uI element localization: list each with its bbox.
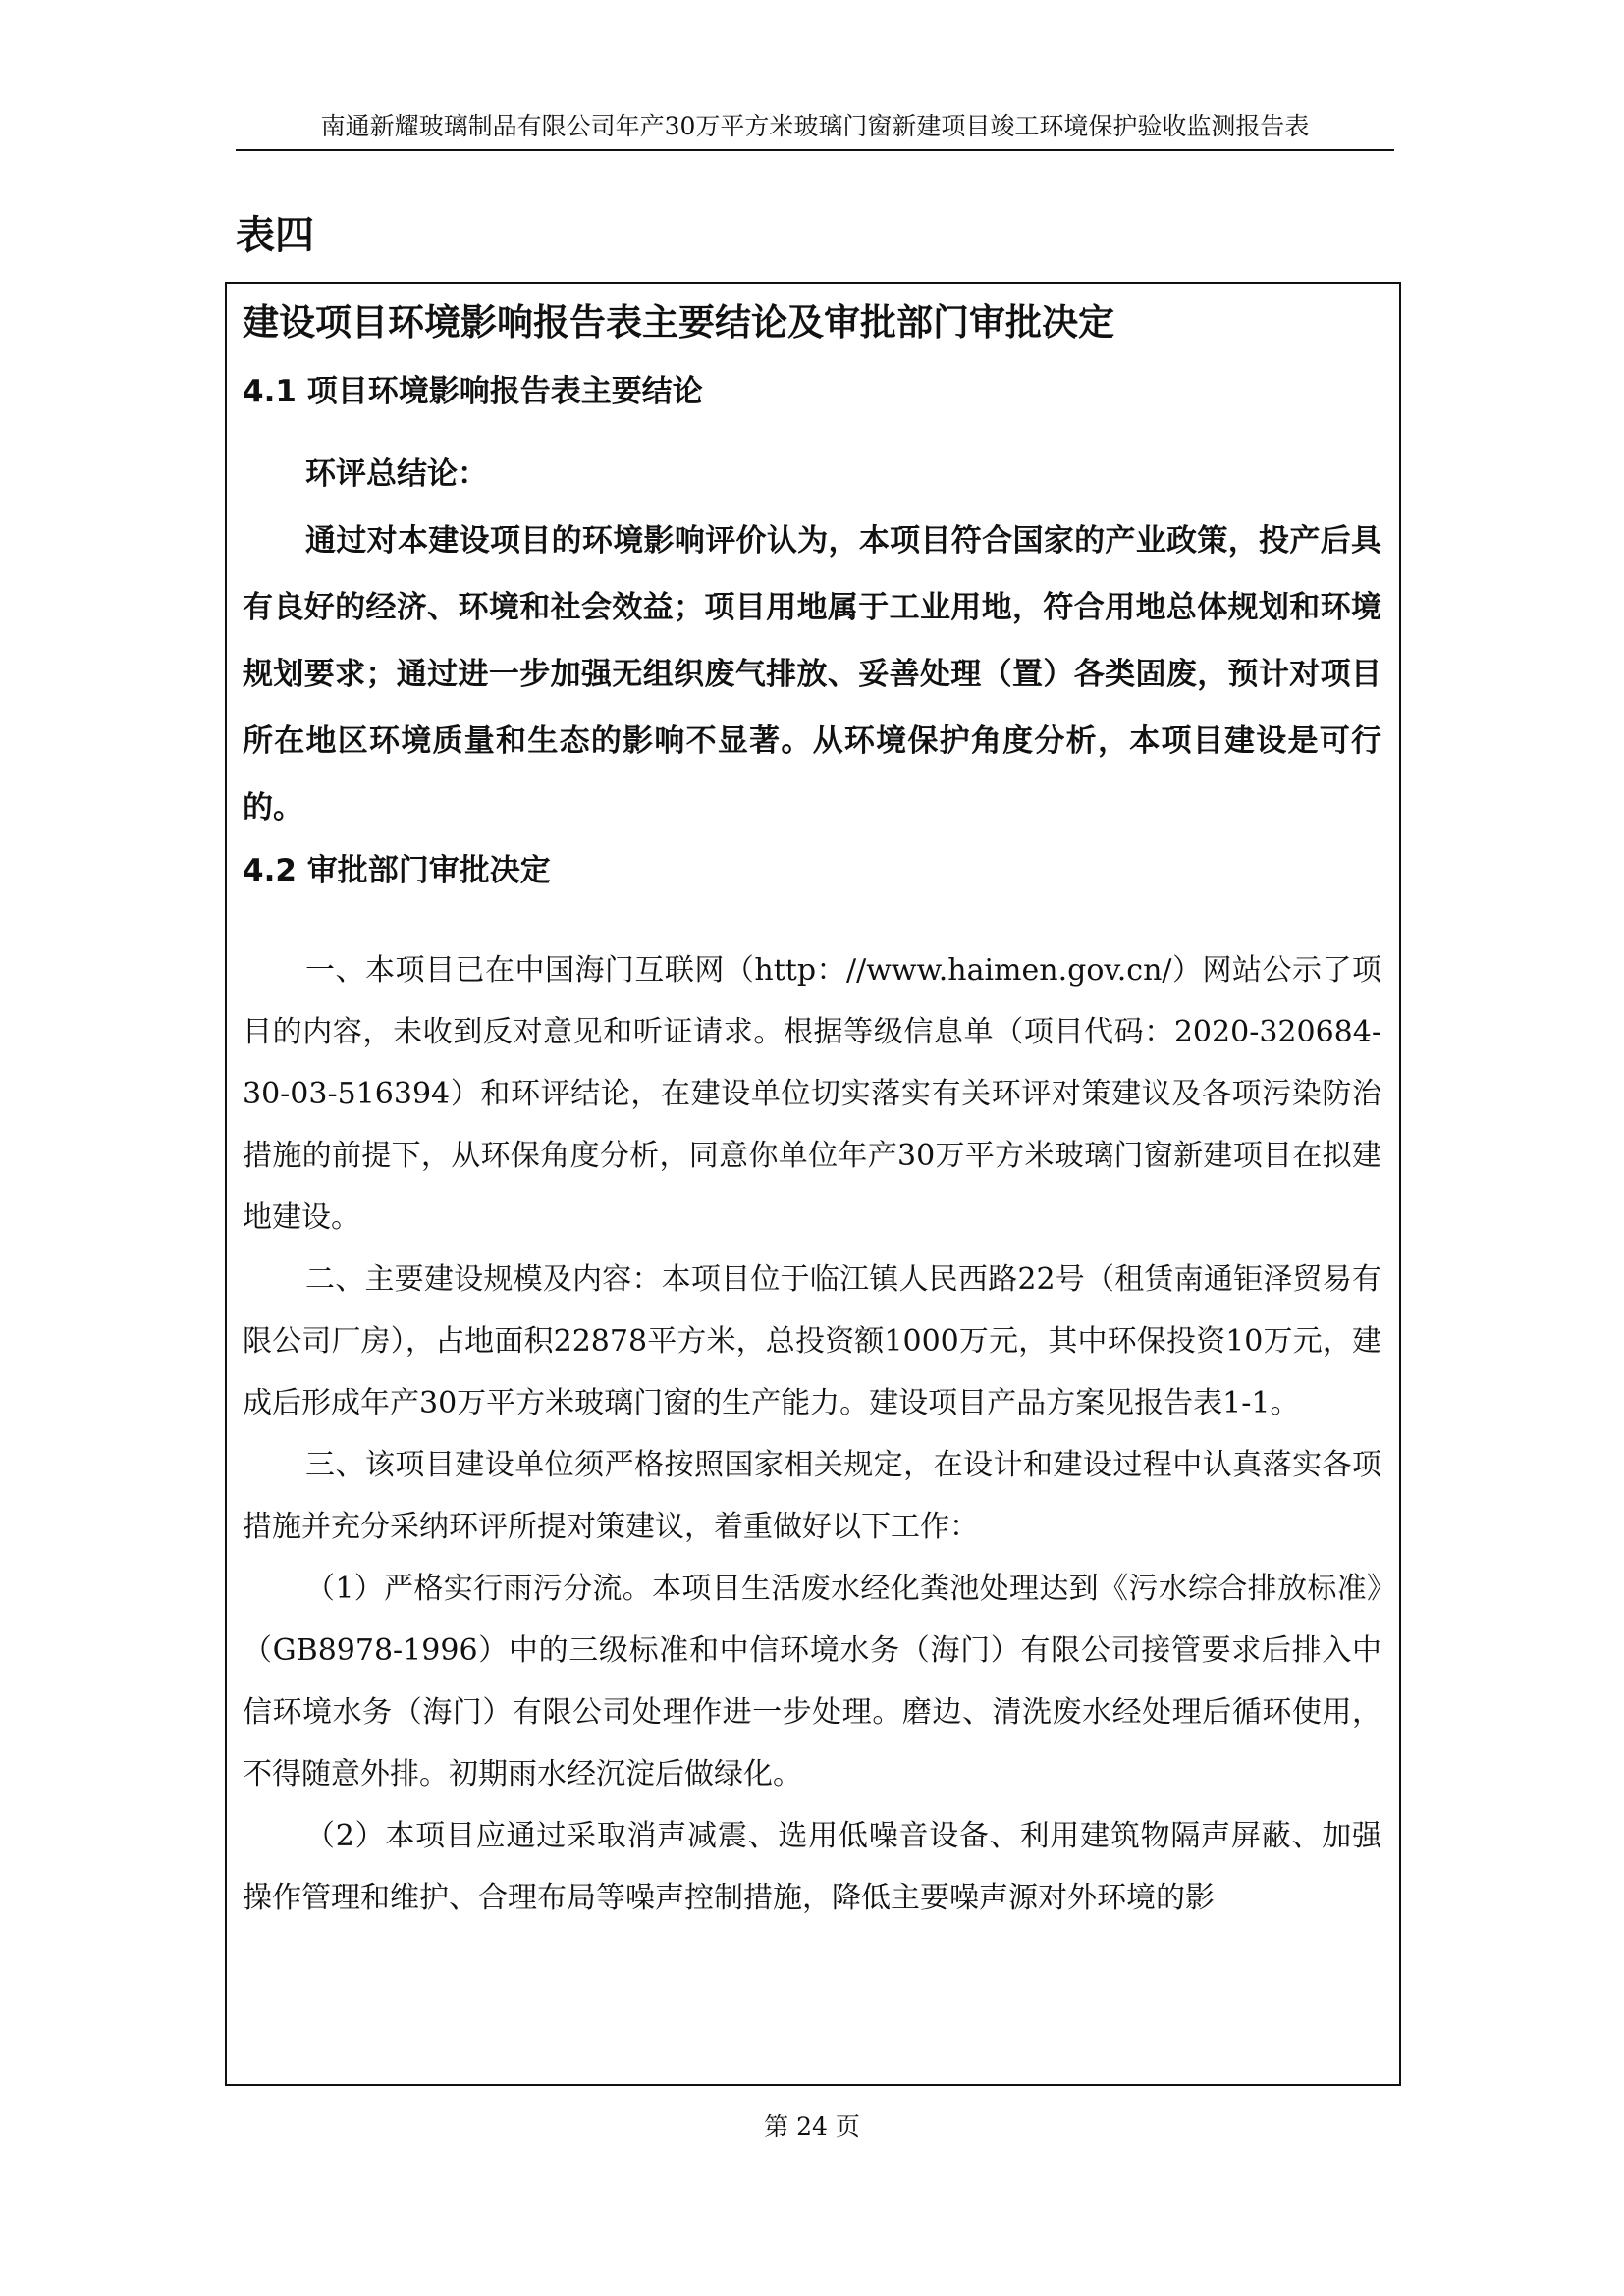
approval-paragraph-5: （2）本项目应通过采取消声减震、选用低噪音设备、利用建筑物隔声屏蔽、加强操作管理和维护、合理布局等噪声控制措施，降低主要噪声源对外环境的影 xyxy=(243,1819,1381,1915)
page-number: 第 24 页 xyxy=(764,2112,860,2141)
approval-paragraph-4: （1）严格实行雨污分流。本项目生活废水经化粪池处理达到《污水综合排放标准》（GB8978-1996）中的三级标准和中信环境水务（海门）有限公司接管要求后排入中信环境水务（海门）有限公司处理作进一步处理。磨边、清洗废水经处理后循环使用，不得随意外排。初期雨水经沉淀后做绿化。 xyxy=(243,1572,1381,1791)
section-heading-4-2: 4.2 审批部门审批决定 xyxy=(243,853,551,888)
frame-title: 建设项目环境影响报告表主要结论及审批部门审批决定 xyxy=(243,301,1114,344)
conclusion-paragraph: 通过对本建设项目的环境影响评价认为，本项目符合国家的产业政策，投产后具有良好的经济、环境和社会效益；项目用地属于工业用地，符合用地总体规划和环境规划要求；通过进一步加强无组织废气排放、妥善处理（置）各类固废，预计对项目所在地区环境质量和生态的影响不显著。从环境保护角度分析，本项目建设是可行的。 xyxy=(243,523,1381,826)
approval-paragraph-3: 三、该项目建设单位须严格按照国家相关规定，在设计和建设过程中认真落实各项措施并充分采纳环评所提对策建议，着重做好以下工作： xyxy=(243,1448,1381,1544)
page-header-title: 南通新耀玻璃制品有限公司年产30万平方米玻璃门窗新建项目竣工环境保护验收监测报告表 xyxy=(320,112,1310,140)
table-label: 表四 xyxy=(236,213,314,258)
approval-paragraph-1: 一、本项目已在中国海门互联网（http：//www.haimen.gov.cn/）网站公示了项目的内容，未收到反对意见和听证请求。根据等级信息单（项目代码：2020-320684-30-03-516394）和环评结论，在建设单位切实落实有关环评对策建议及各项污染防治措施的前提下，从环保角度分析，同意你单位年产30万平方米玻璃门窗新建项目在拟建地建设。 xyxy=(243,953,1381,1235)
header-divider xyxy=(236,149,1394,151)
frame-content xyxy=(243,370,1381,1928)
content-frame xyxy=(225,282,1401,2086)
approval-paragraph-2: 二、主要建设规模及内容：本项目位于临江镇人民西路22号（租赁南通钜泽贸易有限公司厂房），占地面积22878平方米，总投资额1000万元，其中环保投资10万元，建成后形成年产30万平方米玻璃门窗的生产能力。建设项目产品方案见报告表1-1。 xyxy=(243,1262,1381,1420)
conclusion-subheading: 环评总结论： xyxy=(305,456,488,492)
section-heading-4-1: 4.1 项目环境影响报告表主要结论 xyxy=(243,374,703,409)
